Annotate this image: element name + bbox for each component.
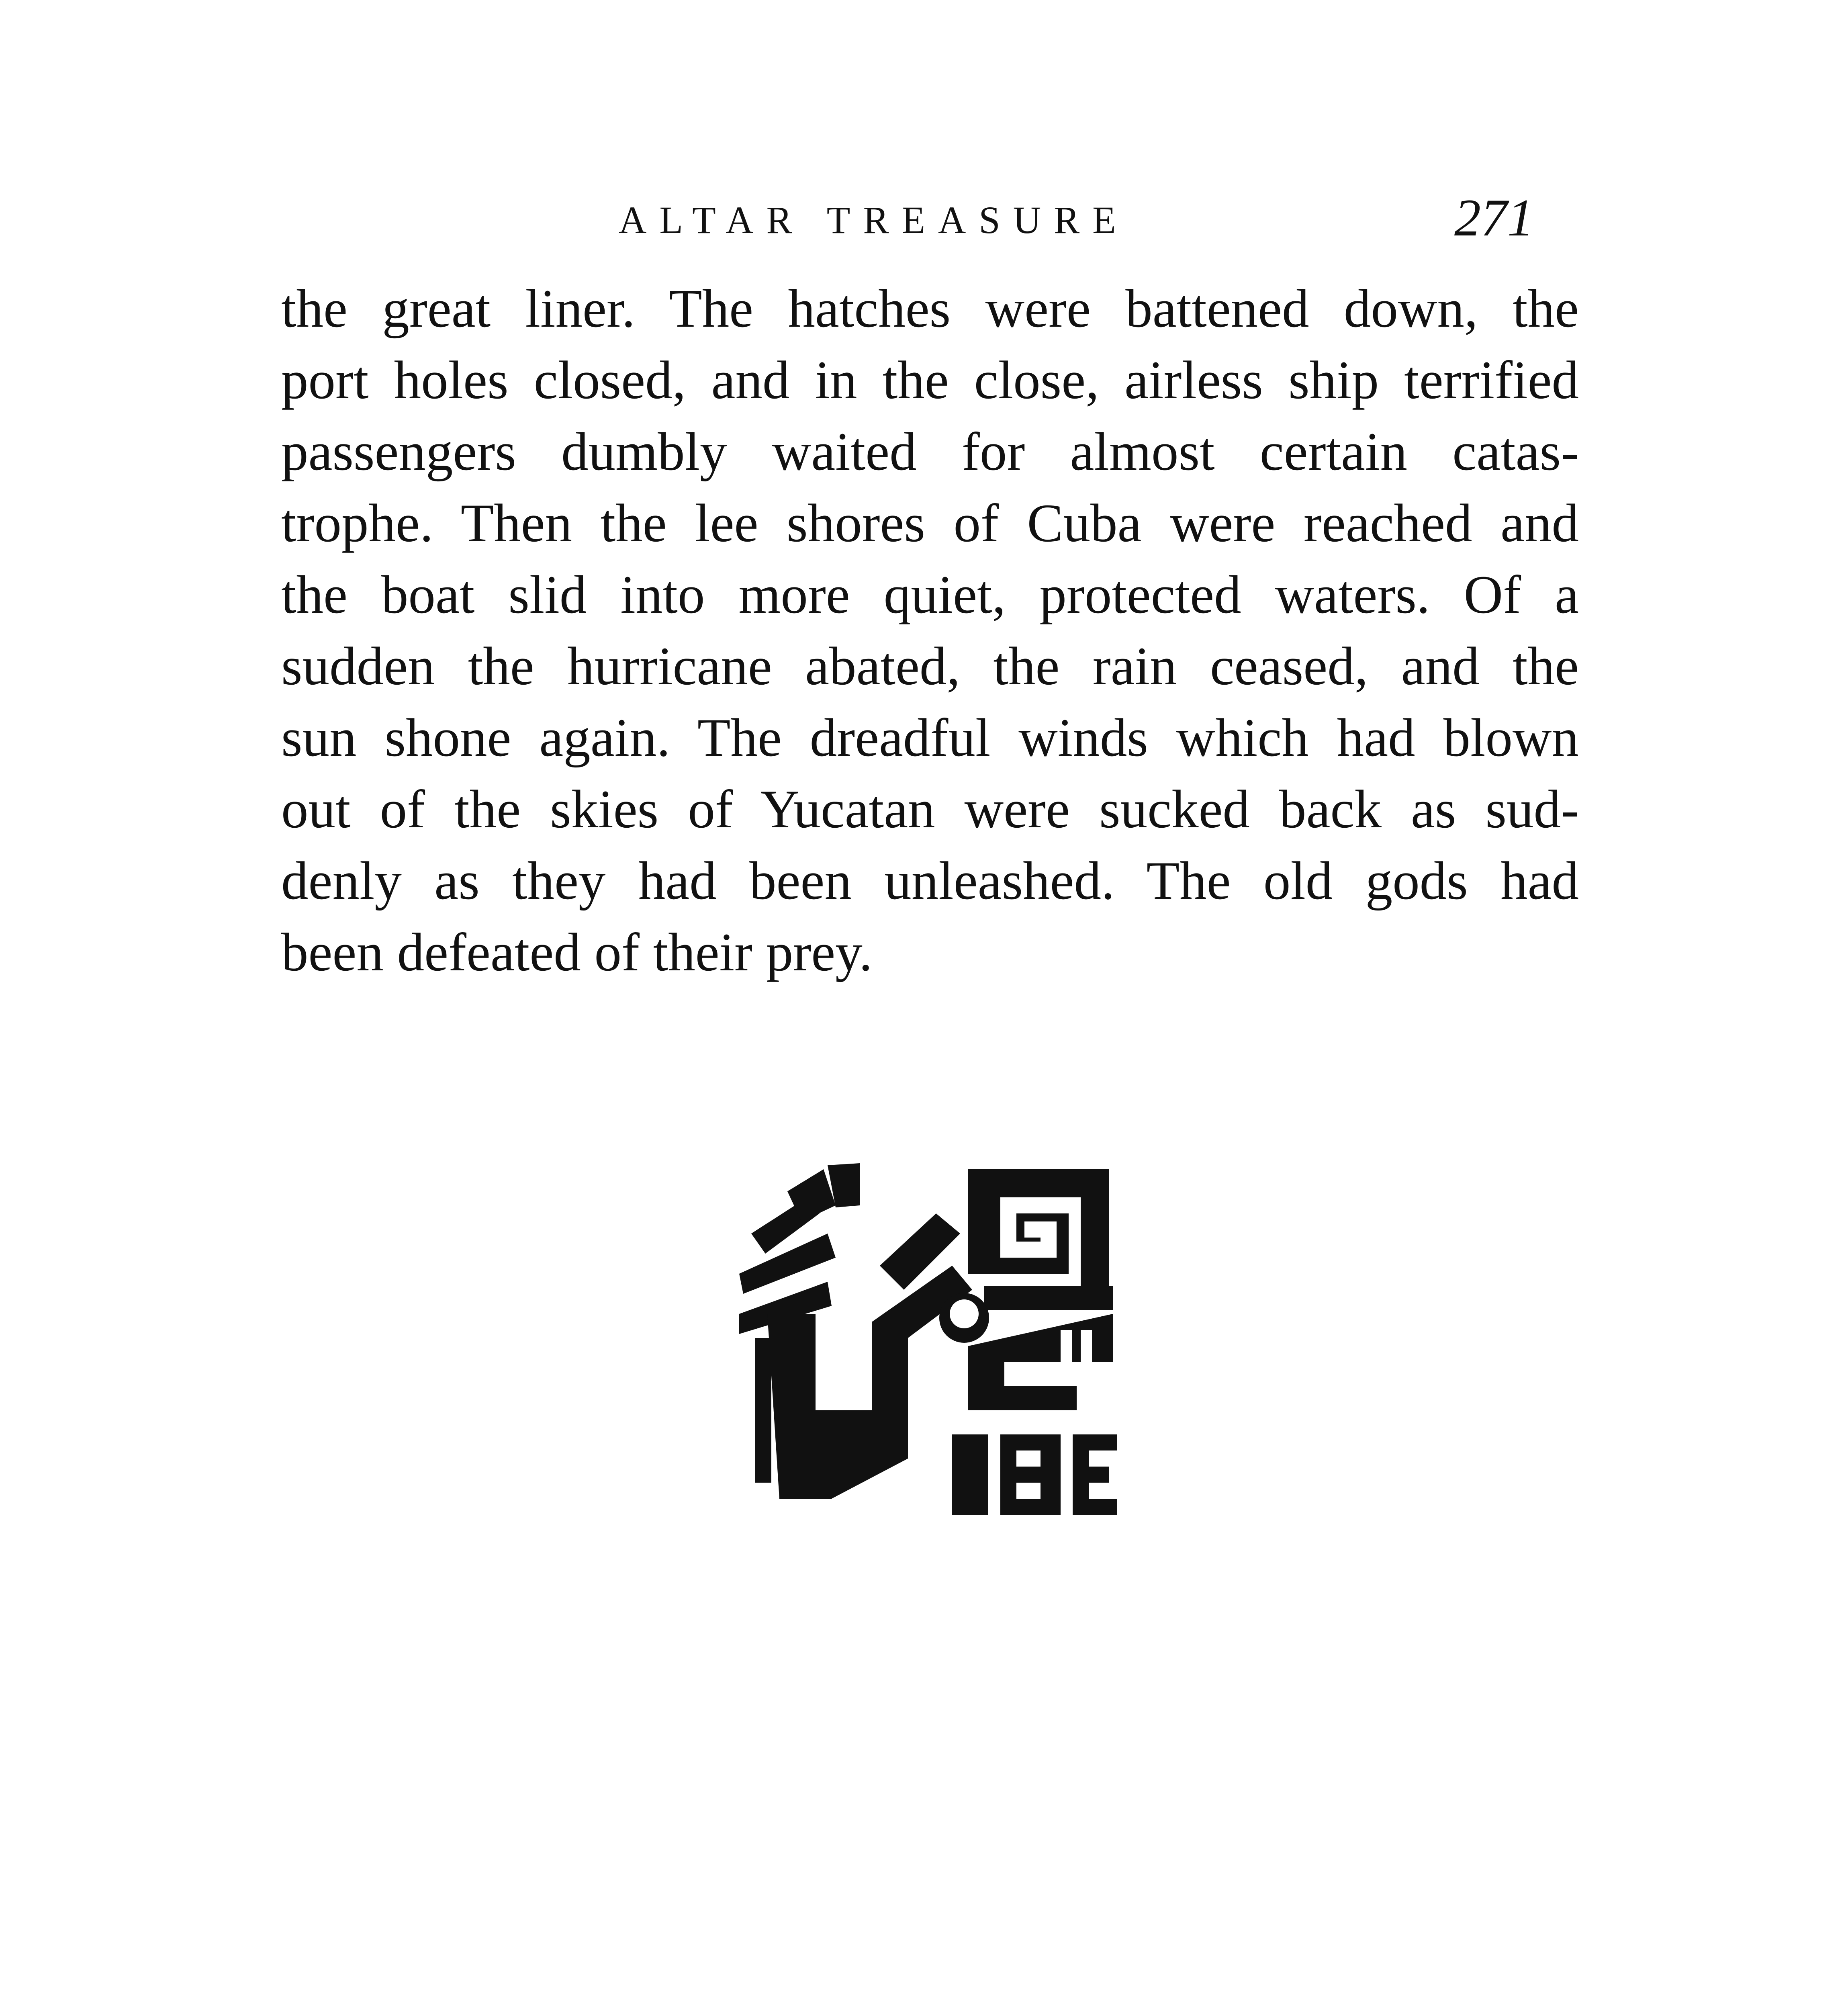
body-paragraph xyxy=(281,273,1579,988)
text-line: sudden the hurricane abated, the rain ceased, and the xyxy=(281,636,1579,696)
text-line: passengers dumbly waited for almost certain catas- xyxy=(281,422,1579,482)
text-line: sun shone again. The dreadful winds which had blown xyxy=(281,708,1579,768)
text-line: been defeated of their prey. xyxy=(281,923,873,982)
text-line: out of the skies of Yucatan were sucked back as sud- xyxy=(281,779,1579,839)
text-line: trophe. Then the lee shores of Cuba were reached and xyxy=(281,493,1579,553)
text-line: the great liner. The hatches were battened down, the xyxy=(281,279,1579,339)
running-head: ALTAR TREASURE xyxy=(619,198,1129,241)
text-line: denly as they had been unleashed. The old gods had xyxy=(281,851,1579,911)
text-line: port holes closed, and in the close, airless ship terrified xyxy=(281,350,1579,410)
mayan-glyph-icon xyxy=(727,1153,1125,1531)
text-line: the boat slid into more quiet, protected waters. Of a xyxy=(281,565,1579,625)
page-number: 271 xyxy=(1454,188,1534,247)
